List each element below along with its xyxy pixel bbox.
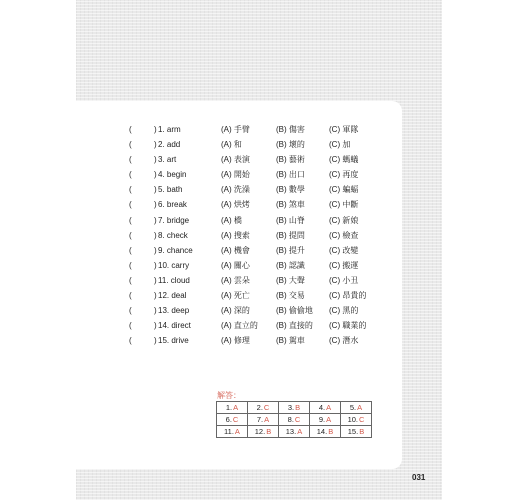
option-c: (C) 中斷 xyxy=(329,200,359,210)
option-c: (C) 小丑 xyxy=(329,275,359,285)
answer-row xyxy=(217,426,372,438)
question-word: 6. break xyxy=(158,200,187,210)
answer-blank-close: ) xyxy=(154,140,157,150)
option-b: (B) 山脊 xyxy=(276,215,305,225)
answer-blank-open: ( xyxy=(129,230,132,240)
option-a: (A) 機會 xyxy=(221,245,250,255)
question-word: 7. bridge xyxy=(158,215,190,225)
answer-blank-close: ) xyxy=(154,170,157,180)
question-word: 5. bath xyxy=(158,185,183,195)
option-c: (C) 新娘 xyxy=(329,215,359,225)
option-c: (C) 檢查 xyxy=(329,230,359,240)
option-c: (C) 昂貴的 xyxy=(329,291,367,301)
answer-blank-open: ( xyxy=(129,275,132,285)
answer-number: 1. xyxy=(225,403,233,412)
option-c: (C) 搬運 xyxy=(329,260,359,270)
option-b: (B) 駕車 xyxy=(276,336,305,346)
answer-cell xyxy=(279,414,310,426)
option-b: (B) 出口 xyxy=(276,170,305,180)
answer-blank-close: ) xyxy=(154,260,157,270)
answer-letter: A xyxy=(233,403,239,412)
answer-blank-close: ) xyxy=(154,230,157,240)
page-number: 031 xyxy=(412,473,426,482)
answer-cell xyxy=(310,414,341,426)
answer-blank-open: ( xyxy=(129,125,132,134)
question-word: 12. deal xyxy=(158,291,187,301)
answer-blank-open: ( xyxy=(129,215,132,225)
answer-blank-close: ) xyxy=(154,321,157,331)
option-a: (A) 表演 xyxy=(221,155,250,165)
answer-cell xyxy=(217,402,248,414)
answer-letter: B xyxy=(266,427,272,436)
answer-cell xyxy=(341,426,372,438)
option-b: (B) 數學 xyxy=(276,185,305,195)
option-a: (A) 關心 xyxy=(221,260,250,270)
answer-blank-open: ( xyxy=(129,336,132,346)
option-b: (B) 認識 xyxy=(276,260,305,270)
answer-number: 7. xyxy=(256,415,264,424)
answer-letter: A xyxy=(297,427,303,436)
answer-letter: A xyxy=(357,403,363,412)
answer-number: 14. xyxy=(316,427,328,436)
answer-letter: B xyxy=(328,427,334,436)
answer-number: 10. xyxy=(347,415,358,424)
answer-letter: C xyxy=(232,415,239,424)
answer-blank-close: ) xyxy=(154,291,157,301)
option-b: (B) 提問 xyxy=(276,230,305,240)
question-word: 4. begin xyxy=(158,170,187,180)
answer-blank-close: ) xyxy=(154,125,157,134)
option-c: (C) 職業的 xyxy=(329,321,367,331)
option-b: (B) 大聲 xyxy=(276,275,305,285)
answer-key-table xyxy=(216,401,372,438)
answer-blank-close: ) xyxy=(154,185,157,195)
answer-number: 11. xyxy=(224,427,234,436)
answer-blank-open: ( xyxy=(129,155,132,165)
option-b: (B) 直接的 xyxy=(276,321,313,331)
answer-blank-open: ( xyxy=(129,200,132,210)
answer-blank-open: ( xyxy=(129,291,132,301)
question-word: 11. cloud xyxy=(158,275,190,285)
answer-blank-close: ) xyxy=(154,275,157,285)
answer-letter: B xyxy=(359,427,365,436)
option-c: (C) 蝙蝠 xyxy=(329,185,359,195)
answer-blank-open: ( xyxy=(129,140,132,150)
answer-blank-open: ( xyxy=(129,306,132,316)
question-word: 3. art xyxy=(158,155,177,165)
option-a: (A) 修理 xyxy=(221,336,250,346)
answer-cell xyxy=(341,402,372,414)
answer-number: 3. xyxy=(287,403,295,412)
option-b: (B) 煞車 xyxy=(276,200,305,210)
option-b: (B) 壞的 xyxy=(276,140,305,150)
question-word: 15. drive xyxy=(158,336,189,346)
answer-blank-open: ( xyxy=(129,170,132,180)
answer-cell xyxy=(248,426,279,438)
question-word: 1. arm xyxy=(158,125,181,134)
option-b: (B) 藝術 xyxy=(276,155,305,165)
answer-letter: A xyxy=(326,403,332,412)
option-c: (C) 再度 xyxy=(329,170,359,180)
option-a: (A) 橋 xyxy=(221,215,242,225)
answer-key-title: 解答： xyxy=(217,391,241,400)
answer-blank-open: ( xyxy=(129,185,132,195)
answer-number: 6. xyxy=(225,415,232,424)
answer-number: 8. xyxy=(287,415,294,424)
answer-blank-close: ) xyxy=(154,306,157,316)
answer-blank-close: ) xyxy=(154,336,157,346)
answer-cell xyxy=(279,402,310,414)
option-a: (A) 搜索 xyxy=(221,230,250,240)
option-a: (A) 烘烤 xyxy=(221,200,250,210)
answer-blank-close: ) xyxy=(154,215,157,225)
answer-cell xyxy=(279,426,310,438)
option-b: (B) 提升 xyxy=(276,245,305,255)
option-b: (B) 傷害 xyxy=(276,125,305,134)
option-a: (A) 深的 xyxy=(221,306,250,316)
answer-cell xyxy=(248,402,279,414)
question-word: 13. deep xyxy=(158,306,190,316)
answer-number: 5. xyxy=(349,403,357,412)
answer-number: 9. xyxy=(318,415,326,424)
option-a: (A) 洗澡 xyxy=(221,185,250,195)
answer-cell xyxy=(248,414,279,426)
answer-letter: B xyxy=(295,403,301,412)
answer-blank-open: ( xyxy=(129,245,132,255)
answer-letter: C xyxy=(263,403,270,412)
answer-cell xyxy=(341,414,372,426)
option-c: (C) 加 xyxy=(329,140,351,150)
question-word: 10. carry xyxy=(158,260,190,270)
answer-number: 4. xyxy=(318,403,326,412)
answer-number: 13. xyxy=(285,427,297,436)
question-word: 8. check xyxy=(158,230,188,240)
answer-row xyxy=(217,414,372,426)
answer-number: 12. xyxy=(254,427,266,436)
answer-blank-open: ( xyxy=(129,321,132,331)
question-word: 14. direct xyxy=(158,321,191,331)
option-b: (B) 交易 xyxy=(276,291,305,301)
answer-cell xyxy=(217,426,248,438)
option-c: (C) 潛水 xyxy=(329,336,359,346)
option-b: (B) 偷偷地 xyxy=(276,306,313,316)
option-a: (A) 直立的 xyxy=(221,321,258,331)
option-a: (A) 開始 xyxy=(221,170,250,180)
answer-letter: C xyxy=(359,415,365,424)
answer-row xyxy=(217,402,372,414)
answer-cell xyxy=(310,426,341,438)
answer-number: 2. xyxy=(256,403,263,412)
option-a: (A) 手臂 xyxy=(221,125,250,134)
option-c: (C) 軍隊 xyxy=(329,125,359,134)
answer-blank-close: ) xyxy=(154,155,157,165)
answer-letter: C xyxy=(294,415,301,424)
answer-blank-open: ( xyxy=(129,260,132,270)
answer-blank-close: ) xyxy=(154,200,157,210)
option-a: (A) 和 xyxy=(221,140,242,150)
option-c: (C) 黑的 xyxy=(329,306,359,316)
answer-letter: A xyxy=(234,427,240,436)
question-word: 2. add xyxy=(158,140,181,150)
option-c: (C) 改變 xyxy=(329,245,359,255)
answer-number: 15. xyxy=(347,427,359,436)
answer-letter: A xyxy=(326,415,332,424)
answer-cell xyxy=(217,414,248,426)
answer-cell xyxy=(310,402,341,414)
answer-blank-close: ) xyxy=(154,245,157,255)
option-c: (C) 螞蟻 xyxy=(329,155,359,165)
answer-letter: A xyxy=(264,415,270,424)
option-a: (A) 雲朵 xyxy=(221,275,250,285)
question-word: 9. chance xyxy=(158,245,193,255)
option-a: (A) 死亡 xyxy=(221,291,250,301)
